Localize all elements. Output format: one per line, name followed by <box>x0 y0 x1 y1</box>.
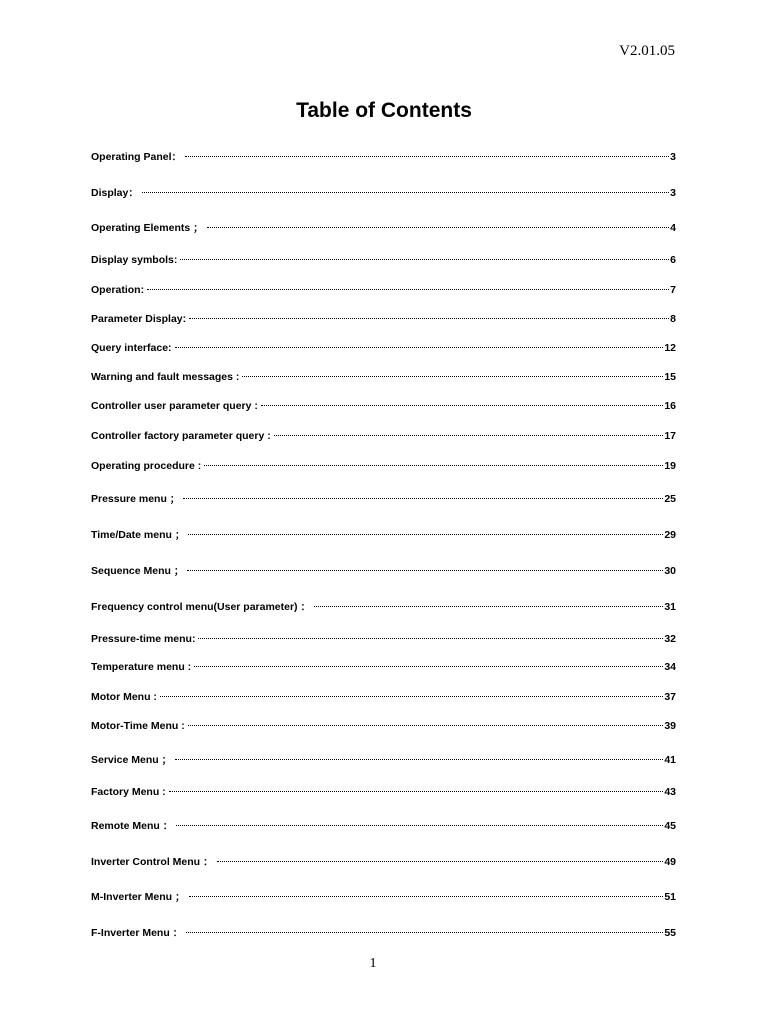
toc-leader-dots <box>173 749 663 763</box>
page-number: 1 <box>369 956 377 971</box>
toc-entry-page: 32 <box>664 633 676 645</box>
toc-leader-dots <box>145 279 669 293</box>
toc-leader-dots <box>272 425 664 439</box>
toc-entry-label: Warning and fault messages : <box>91 371 240 383</box>
toc-entry-label: Pressure-time menu: <box>91 633 196 645</box>
toc-leader-dots <box>312 596 663 610</box>
toc-leader-dots <box>184 922 663 936</box>
toc-entry-page: 12 <box>664 342 676 354</box>
toc-entry[interactable] <box>91 366 676 384</box>
toc-leader-dots <box>215 851 664 865</box>
toc-leader-dots <box>186 524 663 538</box>
toc-leader-dots <box>196 628 663 642</box>
toc-entry-label: Query interface: <box>91 342 172 354</box>
toc-entry-label: Operation: <box>91 284 145 296</box>
toc-entry-page: 37 <box>664 691 676 703</box>
toc-entry-page: 41 <box>664 754 676 766</box>
toc-leader-dots <box>158 686 663 700</box>
toc-entry-label: Pressure menu ； <box>91 493 181 505</box>
toc-leader-dots <box>205 217 670 231</box>
toc-entry[interactable] <box>91 425 676 443</box>
toc-leader-dots <box>183 146 669 160</box>
toc-entry-label: Time/Date menu ； <box>91 529 186 541</box>
toc-entry[interactable] <box>91 886 676 904</box>
toc-entry[interactable] <box>91 922 676 940</box>
toc-entry[interactable] <box>91 217 676 235</box>
toc-leader-dots <box>186 715 664 729</box>
toc-leader-dots <box>181 488 663 502</box>
toc-entry-label: Controller user parameter query : <box>91 400 258 412</box>
toc-leader-dots <box>187 886 664 900</box>
toc-entry-label: Inverter Control Menu ： <box>91 856 214 868</box>
toc-entry-label: Remote Menu ： <box>91 820 174 832</box>
toc-entry[interactable] <box>91 715 676 733</box>
toc-entry-label: Controller factory parameter query : <box>91 430 271 442</box>
toc-leader-dots <box>140 182 669 196</box>
toc-entry-label: Motor Menu : <box>91 691 157 703</box>
toc-leader-dots <box>192 656 663 670</box>
toc-entry-label: Temperature menu : <box>91 661 192 673</box>
toc-leader-dots <box>178 249 669 263</box>
toc-entry-page: 3 <box>670 151 676 163</box>
toc-entry[interactable] <box>91 182 676 200</box>
toc-entry-page: 34 <box>664 661 676 673</box>
toc-entry-label: Operating procedure : <box>91 460 202 472</box>
toc-leader-dots <box>259 395 663 409</box>
toc-entry-page: 17 <box>664 430 676 442</box>
toc-entry[interactable] <box>91 308 676 326</box>
toc-entry[interactable] <box>91 815 676 833</box>
toc-entry-page: 7 <box>670 284 676 296</box>
toc-entry[interactable] <box>91 749 676 767</box>
toc-entry[interactable] <box>91 524 676 542</box>
toc-entry-label: Display： <box>91 187 139 199</box>
toc-entry-label: Motor-Time Menu : <box>91 720 185 732</box>
toc-entry-label: Factory Menu : <box>91 786 166 798</box>
toc-leader-dots <box>167 781 664 795</box>
toc-entry-page: 31 <box>664 601 676 613</box>
toc-entry-label: F-Inverter Menu ： <box>91 927 184 939</box>
toc-entry[interactable] <box>91 249 676 267</box>
toc-entry-page: 29 <box>664 529 676 541</box>
toc-entry-page: 19 <box>664 460 676 472</box>
toc-entry-label: Frequency control menu(User parameter) ： <box>91 601 311 613</box>
toc-entry-label: Operating Elements ； <box>91 222 204 234</box>
toc-entry-page: 43 <box>664 786 676 798</box>
toc-entry[interactable] <box>91 337 676 355</box>
toc-entry-page: 25 <box>664 493 676 505</box>
toc-entry-page: 8 <box>670 313 676 325</box>
toc-entry[interactable] <box>91 686 676 704</box>
toc-entry-page: 3 <box>670 187 676 199</box>
toc-leader-dots <box>240 366 663 380</box>
toc-entry-page: 4 <box>670 222 676 234</box>
toc-entry-label: M-Inverter Menu ； <box>91 891 186 903</box>
toc-entry-page: 45 <box>664 820 676 832</box>
toc-entry[interactable] <box>91 781 676 799</box>
toc-entry-label: Operating Panel： <box>91 151 183 163</box>
toc-entry[interactable] <box>91 455 676 473</box>
toc-entry[interactable] <box>91 146 676 164</box>
toc-entry[interactable] <box>91 560 676 578</box>
toc-leader-dots <box>187 308 669 322</box>
toc-entry-label: Display symbols: <box>91 254 178 266</box>
toc-entry[interactable] <box>91 628 676 646</box>
toc-leader-dots <box>202 455 663 469</box>
toc-entry[interactable] <box>91 596 676 614</box>
toc-entry-label: Sequence Menu ； <box>91 565 185 577</box>
toc-entry[interactable] <box>91 488 676 506</box>
toc-entry-page: 15 <box>664 371 676 383</box>
toc-leader-dots <box>174 815 663 829</box>
toc-entry-page: 55 <box>664 927 676 939</box>
toc-entry-page: 39 <box>664 720 676 732</box>
toc-entry-page: 16 <box>664 400 676 412</box>
toc-entry[interactable] <box>91 395 676 413</box>
toc-leader-dots <box>185 560 663 574</box>
toc-entry-page: 49 <box>664 856 676 868</box>
toc-leader-dots <box>173 337 664 351</box>
toc-entry-label: Service Menu ； <box>91 754 173 766</box>
toc-entry[interactable] <box>91 851 676 869</box>
toc-entry[interactable] <box>91 656 676 674</box>
toc-entry-page: 6 <box>670 254 676 266</box>
toc-entry-page: 30 <box>664 565 676 577</box>
page-title: Table of Contents <box>296 99 472 122</box>
toc-entry[interactable] <box>91 279 676 297</box>
version-label: V2.01.05 <box>619 43 675 59</box>
toc-entry-page: 51 <box>664 891 676 903</box>
toc-entry-label: Parameter Display: <box>91 313 187 325</box>
